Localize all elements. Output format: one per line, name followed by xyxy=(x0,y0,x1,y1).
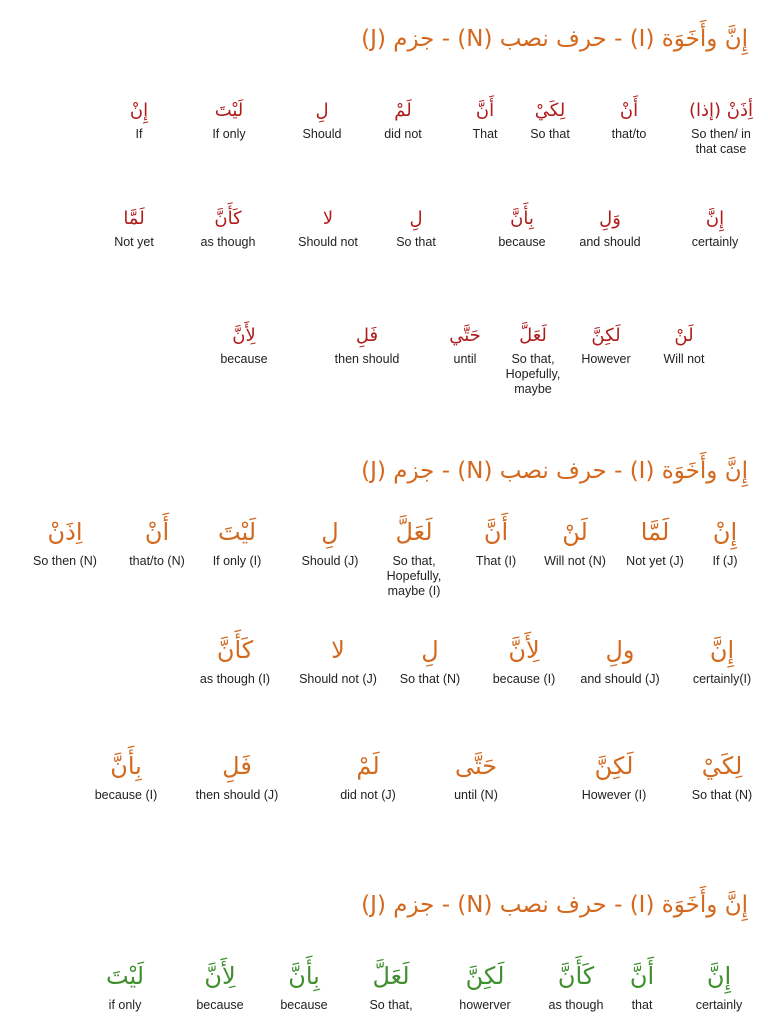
english-meaning: that/to (N) xyxy=(129,554,185,568)
word-card xyxy=(194,205,262,250)
section-2-heading: إِنَّ وأَخَوَة (I) - حرف نصب (N) - جزم (J) xyxy=(361,458,748,484)
english-meaning: because xyxy=(220,352,268,366)
english-meaning: So that xyxy=(396,235,436,249)
word-card xyxy=(192,632,278,687)
word-card xyxy=(440,322,490,367)
english-meaning: that xyxy=(631,998,653,1012)
word-card xyxy=(656,322,712,367)
arabic-word: بِأَنَّ xyxy=(110,752,142,780)
arabic-word: بِأَنَّ xyxy=(510,208,534,229)
english-meaning: because (I) xyxy=(492,672,556,686)
word-card xyxy=(200,97,258,142)
arabic-word: بِأَنَّ xyxy=(288,962,320,990)
english-meaning: certainly xyxy=(695,998,743,1012)
english-meaning: However xyxy=(581,352,631,366)
english-meaning: that/to xyxy=(611,127,647,141)
english-meaning: certainly xyxy=(691,235,739,249)
arabic-word: لِكَيْ xyxy=(534,100,566,121)
english-meaning: certainly(I) xyxy=(692,672,752,686)
arabic-word: لَمْ xyxy=(394,100,412,121)
english-meaning: So then/ in that case xyxy=(691,127,751,156)
english-meaning: Should xyxy=(302,127,342,141)
word-card xyxy=(538,514,612,569)
word-card xyxy=(448,958,522,1013)
english-meaning: Should not (J) xyxy=(299,672,377,686)
arabic-word: لِأَنَّ xyxy=(232,325,256,346)
arabic-word: لَعَلَّ xyxy=(395,518,433,546)
english-meaning: That (I) xyxy=(475,554,517,568)
english-meaning: If only xyxy=(212,127,246,141)
word-card xyxy=(122,97,156,142)
arabic-word: لِأَنَّ xyxy=(508,636,540,664)
english-meaning: if only xyxy=(108,998,142,1012)
word-card xyxy=(540,958,612,1013)
word-card xyxy=(190,958,250,1013)
arabic-word: فَلِ xyxy=(222,752,252,780)
arabic-word: لا xyxy=(322,208,334,229)
word-card xyxy=(620,514,690,569)
english-meaning: Should (J) xyxy=(301,554,359,568)
english-meaning: If (J) xyxy=(712,554,738,568)
arabic-word: حَتَّى xyxy=(454,752,498,780)
word-card xyxy=(492,205,552,250)
arabic-word: لِ xyxy=(315,100,329,121)
word-card xyxy=(382,514,446,599)
english-meaning: howerver xyxy=(459,998,511,1012)
arabic-word: كَأَنَّ xyxy=(557,962,595,990)
arabic-word: إِنَّ xyxy=(705,208,725,229)
arabic-word: لِ xyxy=(321,518,339,546)
word-card xyxy=(294,514,366,569)
arabic-word: لَيْتَ xyxy=(217,518,257,546)
word-card xyxy=(684,748,760,803)
arabic-word: لَمْ xyxy=(356,752,380,780)
arabic-word: أَنْ xyxy=(144,518,170,546)
arabic-word: لِ xyxy=(409,208,423,229)
word-card xyxy=(22,514,108,569)
word-card xyxy=(74,748,178,803)
word-card xyxy=(568,748,660,803)
english-meaning: then should xyxy=(334,352,400,366)
english-meaning: and should xyxy=(579,235,641,249)
arabic-word: لَيْتَ xyxy=(214,100,244,121)
word-card xyxy=(576,322,636,367)
english-meaning: Will not (N) xyxy=(544,554,606,568)
word-card xyxy=(682,205,748,250)
word-card xyxy=(684,632,760,687)
word-card xyxy=(290,632,386,687)
english-meaning: because xyxy=(280,998,328,1012)
word-card xyxy=(376,97,430,142)
english-meaning: did not xyxy=(384,127,422,141)
english-meaning: and should (J) xyxy=(580,672,660,686)
arabic-word: كَأَنَّ xyxy=(216,636,254,664)
english-meaning: Should not xyxy=(298,235,358,249)
arabic-word: وَلِ xyxy=(599,208,621,229)
english-meaning: until (N) xyxy=(454,788,498,802)
arabic-word: لا xyxy=(331,636,345,664)
english-meaning: Not yet xyxy=(114,235,154,249)
arabic-word: لَعَلَّ xyxy=(372,962,410,990)
word-card xyxy=(684,97,758,157)
arabic-word: لَكِنَّ xyxy=(465,962,505,990)
arabic-word: أَنَّ xyxy=(483,518,509,546)
word-card xyxy=(356,958,426,1013)
section-3-heading: إِنَّ وأَخَوَة (I) - حرف نصب (N) - جزم (J) xyxy=(361,892,748,918)
english-meaning: If xyxy=(135,127,143,141)
word-card xyxy=(572,632,668,687)
arabic-word: لَمَّا xyxy=(640,518,670,546)
arabic-word: حَتَّي xyxy=(449,325,481,346)
arabic-word: لَعَلَّ xyxy=(519,325,547,346)
word-card xyxy=(466,514,526,569)
word-card xyxy=(214,322,274,367)
arabic-word: ولِ xyxy=(605,636,635,664)
arabic-word: كَأَنَّ xyxy=(214,208,242,229)
word-card xyxy=(486,632,562,687)
english-meaning: until xyxy=(453,352,477,366)
word-card xyxy=(186,748,288,803)
word-card xyxy=(292,205,364,250)
english-meaning: because xyxy=(196,998,244,1012)
english-meaning: So that xyxy=(530,127,570,141)
arabic-word: إِنَّ xyxy=(706,962,732,990)
word-card xyxy=(390,632,470,687)
english-meaning: That xyxy=(472,127,498,141)
word-card xyxy=(106,205,162,250)
word-card xyxy=(92,958,158,1013)
word-card xyxy=(388,205,444,250)
word-card xyxy=(574,205,646,250)
english-meaning: Will not xyxy=(663,352,705,366)
english-meaning: So that, Hopefully, maybe (I) xyxy=(386,554,442,598)
english-meaning: as though xyxy=(200,235,256,249)
arabic-word: أَنْ xyxy=(619,100,639,121)
word-card xyxy=(594,97,664,142)
section-1-heading: إِنَّ وأَخَوَة (I) - حرف نصب (N) - جزم (J) xyxy=(361,26,748,52)
english-meaning: because (I) xyxy=(94,788,158,802)
word-card xyxy=(520,97,580,142)
arabic-word: فَلِ xyxy=(355,325,379,346)
arabic-word: إِنْ xyxy=(712,518,738,546)
arabic-word: أَنَّ xyxy=(629,962,655,990)
english-meaning: So then (N) xyxy=(33,554,97,568)
word-card xyxy=(274,958,334,1013)
english-meaning: If only (I) xyxy=(212,554,262,568)
english-meaning: as though (I) xyxy=(199,672,271,686)
arabic-word: إِنَّ xyxy=(709,636,735,664)
english-meaning: So that, xyxy=(369,998,413,1012)
word-card xyxy=(118,514,196,569)
arabic-word: لِأَنَّ xyxy=(204,962,236,990)
word-card xyxy=(500,322,566,397)
arabic-word: لَيْتَ xyxy=(105,962,145,990)
word-card xyxy=(200,514,274,569)
english-meaning: then should (J) xyxy=(195,788,279,802)
word-card xyxy=(294,97,350,142)
arabic-word: لَكِنَّ xyxy=(591,325,621,346)
arabic-word: لَكِنَّ xyxy=(594,752,634,780)
arabic-word: أَنَّ xyxy=(475,100,495,121)
english-meaning: So that (N) xyxy=(399,672,461,686)
word-card xyxy=(686,958,752,1013)
arabic-word: إِنْ xyxy=(129,100,149,121)
arabic-word: لَمَّا xyxy=(123,208,145,229)
english-meaning: did not (J) xyxy=(340,788,396,802)
arabic-word: لِ xyxy=(421,636,439,664)
arabic-word: لِكَيْ xyxy=(701,752,743,780)
english-meaning: as though xyxy=(548,998,604,1012)
word-card xyxy=(460,97,510,142)
word-card xyxy=(436,748,516,803)
arabic-word: اِذَنْ xyxy=(47,518,83,546)
english-meaning: Not yet (J) xyxy=(626,554,684,568)
word-card xyxy=(326,322,408,367)
english-meaning: However (I) xyxy=(581,788,647,802)
word-card xyxy=(620,958,664,1013)
word-card xyxy=(318,748,418,803)
word-card xyxy=(700,514,750,569)
english-meaning: because xyxy=(498,235,546,249)
english-meaning: So that (N) xyxy=(691,788,753,802)
arabic-word: لَنْ xyxy=(674,325,694,346)
english-meaning: So that, Hopefully, maybe xyxy=(505,352,561,396)
arabic-word: أِذَنْ (إذا) xyxy=(688,100,754,121)
arabic-word: لَنْ xyxy=(562,518,588,546)
